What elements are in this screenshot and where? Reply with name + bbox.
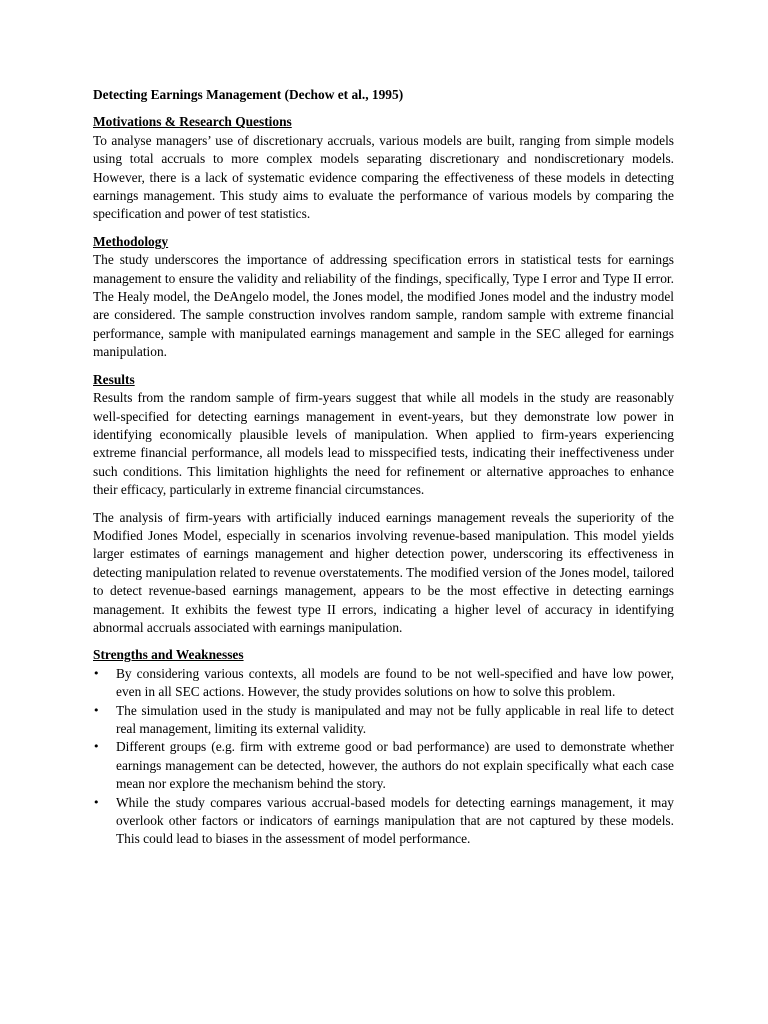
results-paragraph-2: The analysis of firm-years with artificially induced earnings management reveals the superiority of the Modified Jones Model, especially in scenarios involving revenue-based manipulation. This model yields larger estimates of earnings management and higher detection power, underscoring its effectiveness in detecting manipulation related to revenue overstatements. The modified version of the Jones model, tailored to detect revenue-based earnings management, appears to be the most effective in detecting earnings management. It exhibits the fewest type II errors, indicating a higher level of accuracy in identifying abnormal accruals associated with earnings manipulation. bbox=[93, 509, 674, 635]
section-strengths-weaknesses bbox=[93, 646, 674, 848]
bullet-icon: • bbox=[93, 795, 100, 809]
methodology-heading: Methodology bbox=[93, 233, 169, 249]
strengths-heading: Strengths and Weaknesses bbox=[93, 647, 244, 663]
list-item bbox=[93, 665, 674, 702]
motivations-paragraph: To analyse managers’ use of discretionary accruals, various models are built, ranging from simple models using total accruals to more complex models separating discretionary and nondiscretionary models. However, there is a lack of systematic evidence comparing the effectiveness of these models in detecting earnings management. This study aims to evaluate the performance of various models by comparing the specification and power of test statistics. bbox=[93, 132, 674, 222]
bullet-icon: • bbox=[93, 703, 100, 717]
list-item bbox=[93, 738, 674, 793]
bullet-icon: • bbox=[93, 666, 100, 680]
strengths-bullet-list bbox=[93, 665, 674, 849]
motivations-heading: Motivations & Research Questions bbox=[93, 114, 292, 130]
section-motivations bbox=[93, 113, 674, 223]
results-heading: Results bbox=[93, 371, 135, 387]
bullet-icon: • bbox=[93, 740, 100, 754]
list-item bbox=[93, 794, 674, 849]
document-title: Detecting Earnings Management (Dechow et al., 1995) bbox=[93, 87, 404, 102]
list-item bbox=[93, 702, 674, 739]
section-results bbox=[93, 371, 674, 638]
bullet-text: Different groups (e.g. firm with extreme good or bad performance) are used to demonstrate whether earnings management can be detected, however, the authors do not explain specifically what each case mean nor explore the mechanism behind the story. bbox=[116, 739, 674, 792]
bullet-text: The simulation used in the study is manipulated and may not be fully applicable in real life to detect real management, limiting its external validity. bbox=[116, 702, 674, 736]
methodology-paragraph: The study underscores the importance of addressing specification errors in statistical tests for earnings management to ensure the validity and reliability of the findings, specifically, Type I error and Type II error. The Healy model, the DeAngelo model, the Jones model, the modified Jones model and the industry model are considered. The sample construction involves random sample, random sample with extreme financial performance, sample with manipulated earnings management and sample in the SEC alleged for earnings manipulation. bbox=[93, 252, 674, 360]
bullet-text: By considering various contexts, all models are found to be not well-specified and have low power, even in all SEC actions. However, the study provides solutions on how to solve this problem. bbox=[116, 665, 674, 700]
section-methodology bbox=[93, 233, 674, 362]
document-page bbox=[93, 86, 674, 849]
results-paragraph-1: Results from the random sample of firm-years suggest that while all models in the study are reasonably well-specified for detecting earnings management in event-years, but they demonstrate low power in identifying economically plausible levels of manipulation. When applied to firm-years experiencing extreme financial performance, all models lead to misspecified tests, indicating their ineffectiveness under such conditions. This limitation highlights the need for refinement or alternative approaches to enhance their efficacy, particularly in extreme financial circumstances. bbox=[93, 390, 674, 498]
bullet-text: While the study compares various accrual-based models for detecting earnings management, it may overlook other factors or indicators of earnings manipulation that are not captured by these models. This could lead to biases in the assessment of model performance. bbox=[116, 794, 674, 847]
